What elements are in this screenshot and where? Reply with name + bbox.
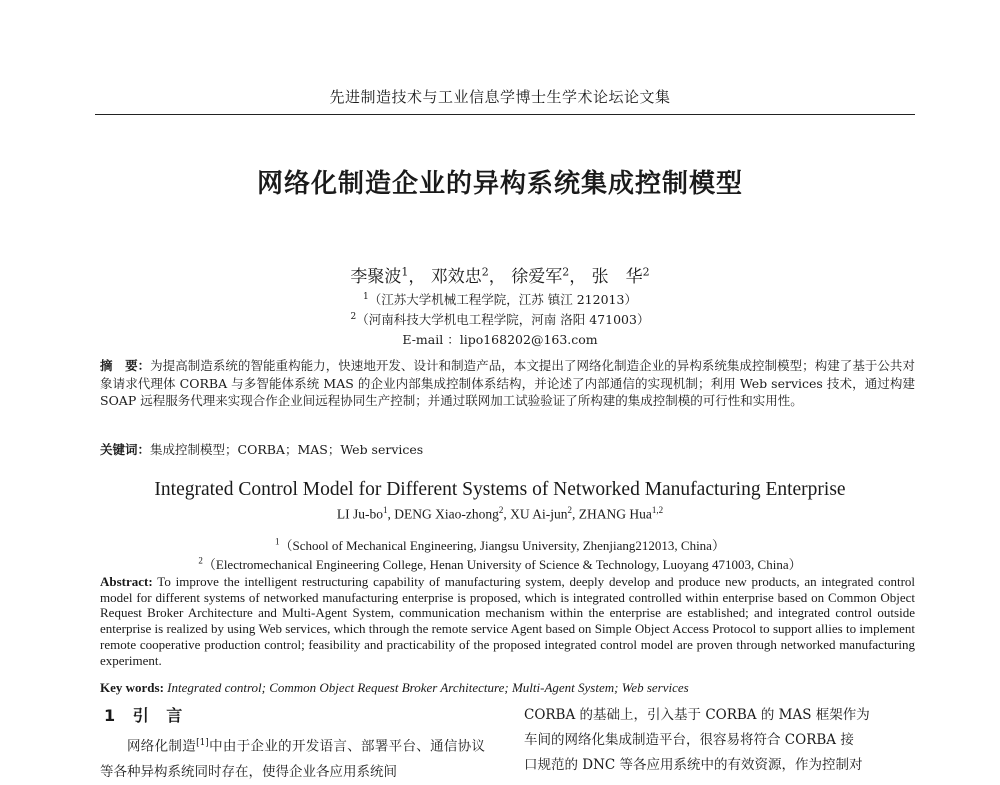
citation: [1] bbox=[196, 738, 209, 748]
affiliation-number: 1 bbox=[363, 291, 369, 302]
abstract-en bbox=[100, 574, 915, 668]
author-name: 邓效忠 bbox=[430, 267, 482, 287]
affiliation-number-en: 2 bbox=[198, 555, 203, 566]
author-aff-en: 1 bbox=[383, 505, 388, 515]
keywords-en-text: Integrated control; Common Object Request Broker Architecture; Multi-Agent System; Web services bbox=[167, 680, 689, 695]
affiliation-text-en: （School of Mechanical Engineering, Jiangsu University, Zhenjiang212013, China） bbox=[279, 538, 725, 553]
affiliation-en bbox=[0, 554, 1000, 573]
section-number: 1 bbox=[104, 706, 122, 725]
running-header: 先进制造技术与工业信息学博士生学术论坛论文集 bbox=[329, 88, 671, 106]
author-name-en: LI Ju-bo bbox=[336, 506, 383, 522]
abstract-cn bbox=[100, 357, 915, 410]
body-line: 车间的网络化集成制造平台，很容易将符合 CORBA 接 bbox=[524, 732, 854, 748]
affiliation-text-en: （Electromechanical Engineering College, Henan University of Science & Technology, Luoyang 471003, China） bbox=[202, 557, 802, 572]
email-line: E-mail ：lipo168202@163.com bbox=[402, 332, 598, 347]
author-name: 李聚波 bbox=[350, 267, 402, 287]
affiliation-text: （河南科技大学机电工程学院，河南 洛阳 471003） bbox=[356, 312, 650, 327]
affiliation-en bbox=[0, 535, 1000, 554]
abstract-en-label: Abstract: bbox=[100, 574, 153, 589]
author-name-en: XU Ai-jun bbox=[510, 506, 568, 522]
affiliation-number-en: 1 bbox=[275, 536, 280, 547]
author-aff: 1 bbox=[401, 265, 409, 279]
author-aff-en: 2 bbox=[498, 505, 504, 515]
abstract-en-text: To improve the intelligent restructuring capability of manufacturing system, deeply develop and produce new products, an integrated control model for different systems of networked manufacturing enterprise is proposed, which is integrated controlled within enterprise based on Common Object Request Broker Architecture and Multi-Agent System, communication mechanism within the enterprise are established; and integrated control outside enterprise is realized by using Web services, which through the remote service Agent based on Simple Object Access Protocol to support allies to implement remote cooperative production control; feasibility and practicability of the proposed integrated control model are proven through networked manufacturing experiment. bbox=[100, 574, 916, 668]
authors-cn: 李聚波$^1$， 邓效忠$^2$， 徐爱军$^2$， 张 华$^2$ bbox=[350, 265, 650, 287]
section-title: 引 言 bbox=[132, 706, 189, 725]
header-rule bbox=[95, 114, 915, 115]
authors-en: LI $Ju-bo^1$, DENG Xiao-zhong$^2$, XU Ai-jun$^2$, ZHANG Hua$^{1,2}$ bbox=[336, 505, 664, 522]
body-line: CORBA 的基础上，引入基于 CORBA 的 MAS 框架作为 bbox=[524, 707, 870, 723]
author-aff: 2 bbox=[481, 265, 489, 279]
author-aff: 2 bbox=[642, 265, 650, 279]
author-name-en: ZHANG Hua bbox=[578, 506, 652, 522]
paper-title-cn: 网络化制造企业的异构系统集成控制模型 bbox=[256, 169, 743, 199]
abstract-cn-text: 为提高制造系统的智能重构能力，快速地开发、设计和制造产品，本文提出了网络化制造企业的异构系统集成控制模型；构建了基于公共对象请求代理体 CORBA 与多智能体系统 MAS 的企业内部集成控制体系结构，并论述了内部通信的实现机制；利用 Web services 技术，通过构建 SOAP 远程服务代理来实现合作企业间远程协同生产控制；并通过联网加工试验验证了所构建的集成控制模的可行性和实用性。 bbox=[100, 358, 915, 408]
keywords-en bbox=[100, 680, 915, 696]
keywords-cn-label: 关键词： bbox=[100, 442, 151, 457]
affiliation-text: （江苏大学机械工程学院，江苏 镇江 212013） bbox=[368, 292, 637, 307]
affiliation-number: 2 bbox=[350, 311, 357, 322]
affiliation-cn bbox=[0, 310, 1000, 328]
author-name-en: DENG Xiao-zhong bbox=[394, 506, 499, 522]
author-name: 张 华 bbox=[591, 267, 643, 287]
author-name: 徐爱军 bbox=[511, 267, 563, 287]
keywords-cn bbox=[100, 441, 915, 459]
body-text: 中由于企业的开发语言、部署平台、通信协议等各种异构系统同时存在，使得企业各应用系统间 bbox=[100, 738, 486, 780]
abstract-cn-label: 摘 要： bbox=[100, 358, 151, 373]
body-text: 网络化制造 bbox=[127, 738, 197, 755]
body-paragraph-left bbox=[100, 731, 485, 785]
paper-title-en: Integrated Control Model for Different Systems of Networked Manufacturing Enterprise bbox=[154, 479, 846, 500]
section-heading bbox=[104, 703, 188, 726]
keywords-cn-text: 集成控制模型；CORBA；MAS；Web services bbox=[150, 442, 424, 457]
author-aff-en: 1,2 bbox=[651, 505, 664, 515]
author-aff-en: 2 bbox=[567, 505, 572, 515]
affiliation-cn bbox=[0, 290, 1000, 308]
body-paragraph-right bbox=[524, 703, 916, 778]
body-line: 口规范的 DNC 等各应用系统中的有效资源，作为控制对 bbox=[524, 757, 863, 773]
author-aff: 2 bbox=[562, 265, 570, 279]
keywords-en-label: Key words: bbox=[100, 680, 164, 695]
